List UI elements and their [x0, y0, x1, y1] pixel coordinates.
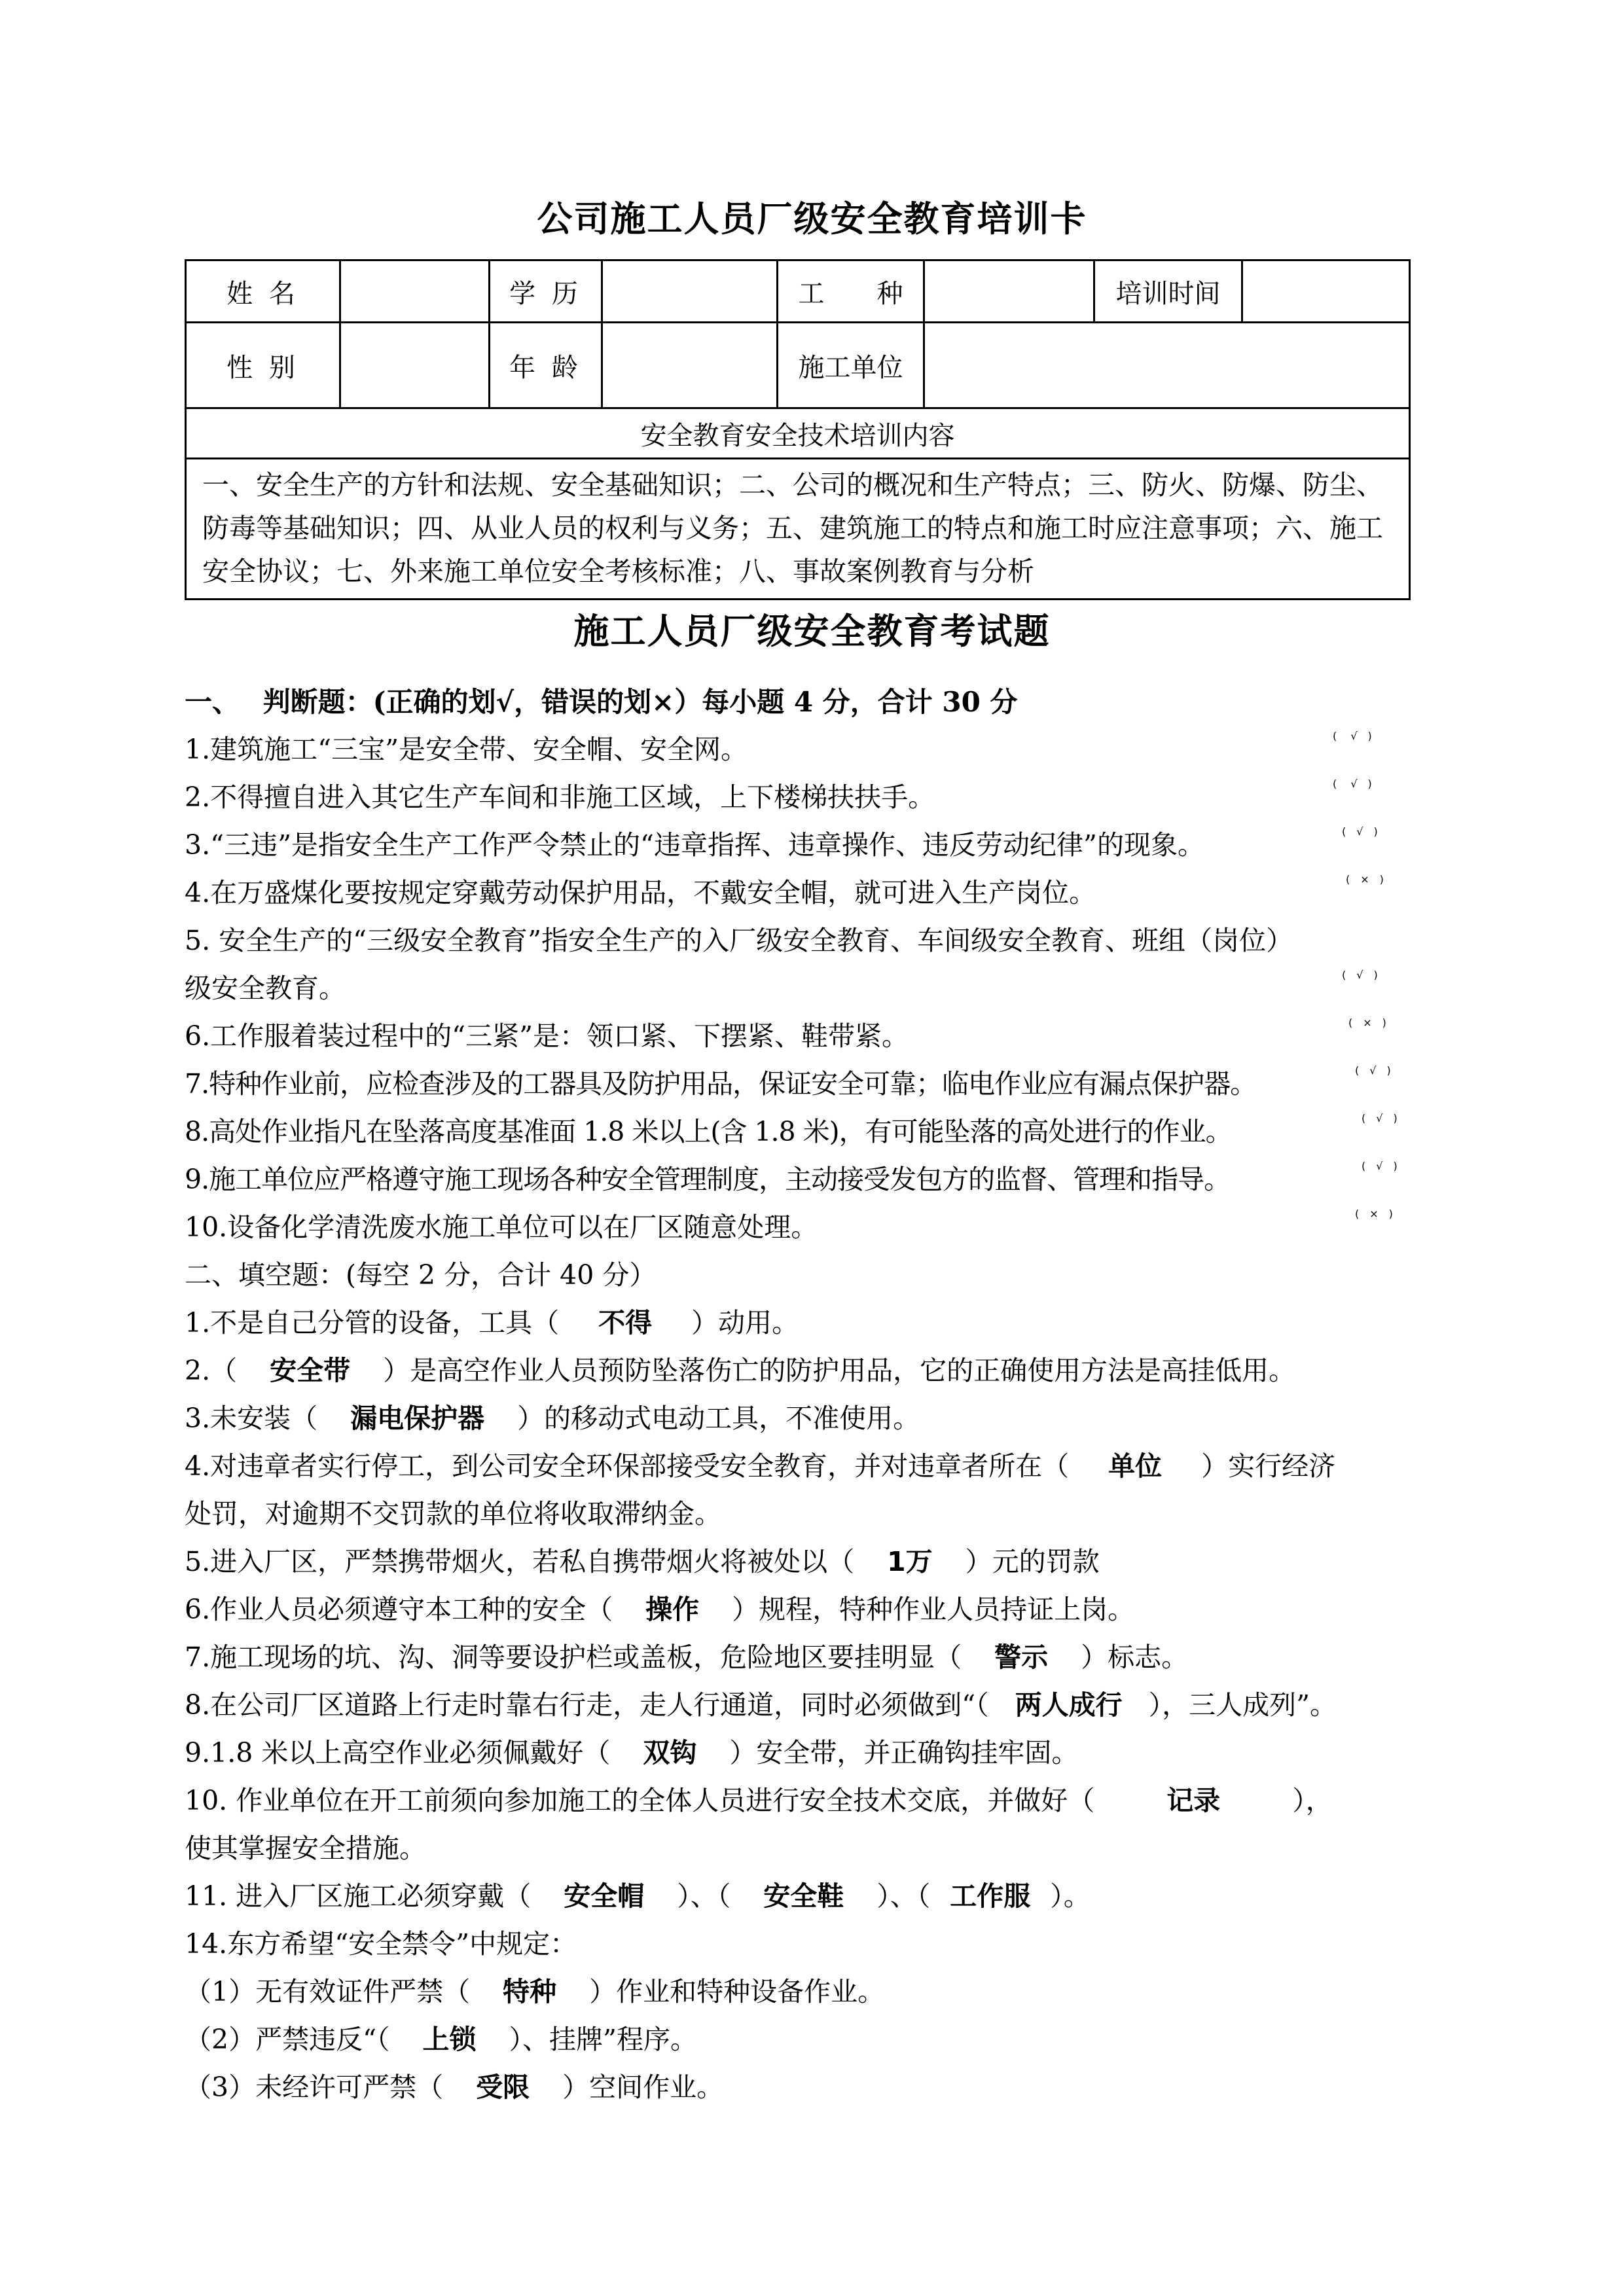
unit-label: 施工单位 [778, 323, 924, 408]
judge-item-4: 4.在万盛煤化要按规定穿戴劳动保护用品，不戴安全帽，就可进入生产岗位。 [185, 877, 1096, 908]
name-field[interactable] [340, 260, 490, 323]
fill-q9-prefix: 9.1.8 米以上高空作业必须佩戴好（ [185, 1737, 611, 1768]
judge-mark-2: ( √ ) [1333, 778, 1372, 790]
judge-item-5-cont: 级安全教育。 [185, 973, 346, 1004]
judge-item-1: 1.建筑施工“三宝”是安全带、安全帽、安全网。 [185, 734, 748, 765]
fill-q3-answer[interactable]: 漏电保护器 [350, 1403, 485, 1434]
fill-q5-prefix: 5.进入厂区，严禁携带烟火，若私自携带烟火将被处以（ [185, 1546, 855, 1577]
fill-q9-answer[interactable]: 双钩 [643, 1737, 697, 1768]
judge-mark-7: ( √ ) [1355, 1064, 1391, 1077]
judge-mark-8: ( √ ) [1362, 1112, 1398, 1124]
judge-item-5: 5. 安全生产的“三级安全教育”指安全生产的入厂级安全教育、车间级安全教育、班组（岗位） [185, 925, 1293, 956]
gender-field[interactable] [340, 323, 490, 408]
fill-q7 [185, 1636, 1188, 1674]
age-label: 年 龄 [490, 323, 602, 408]
fill-q14-2 [185, 2018, 697, 2056]
judge-item-3: 3.“三违”是指安全生产工作严令禁止的“违章指挥、违章操作、违反劳动纪律”的现象。 [185, 829, 1204, 861]
training-time-label: 培训时间 [1094, 260, 1242, 323]
fill-q14-2-prefix: （2）严禁违反“（ [185, 2024, 390, 2055]
fill-q14-1-suffix: ）作业和特种设备作业。 [589, 1976, 885, 2007]
fill-q4-suffix: ）实行经济 [1201, 1450, 1336, 1482]
fill-q14-3 [185, 2066, 723, 2104]
fill-q4-cont: 处罚，对逾期不交罚款的单位将收取滞纳金。 [185, 1498, 721, 1530]
fill-q6-answer[interactable]: 操作 [645, 1594, 700, 1625]
fill-q11 [185, 1874, 1091, 1913]
judge-mark-6: ( × ) [1348, 1016, 1386, 1029]
fill-q4 [185, 1444, 1335, 1483]
judge-mark-4: ( × ) [1346, 873, 1384, 886]
fill-q8-suffix: ），三人成列”。 [1148, 1689, 1337, 1721]
fill-q2 [185, 1349, 1295, 1388]
fill-q14-3-answer[interactable]: 受限 [476, 2072, 530, 2103]
age-field[interactable] [602, 323, 778, 408]
fill-q14-1-answer[interactable]: 特种 [503, 1976, 557, 2007]
education-field[interactable] [602, 260, 778, 323]
fill-q1-suffix: ）动用。 [691, 1307, 799, 1338]
unit-field[interactable] [924, 323, 1410, 408]
training-card-table [185, 259, 1411, 600]
fill-q8 [185, 1683, 1337, 1722]
section1-heading: 一、 判断题：(正确的划√，错误的划×）每小题 4 分，合计 30 分 [185, 686, 1018, 718]
fill-q5 [185, 1540, 1100, 1579]
judge-item-2: 2.不得擅自进入其它生产车间和非施工区域，上下楼梯扶扶手。 [185, 781, 935, 813]
card-title: 公司施工人员厂级安全教育培训卡 [537, 198, 1087, 240]
content-header: 安全教育安全技术培训内容 [186, 408, 1410, 459]
fill-q11-answer-3[interactable]: 工作服 [950, 1880, 1031, 1912]
fill-q2-answer[interactable]: 安全带 [270, 1355, 351, 1386]
fill-q7-prefix: 7.施工现场的坑、沟、洞等要设护栏或盖板，危险地区要挂明显（ [185, 1641, 962, 1673]
fill-q7-answer[interactable]: 警示 [994, 1641, 1049, 1673]
fill-q1-answer[interactable]: 不得 [598, 1307, 653, 1338]
judge-mark-5: ( √ ) [1342, 969, 1378, 981]
judge-mark-9: ( √ ) [1362, 1160, 1398, 1172]
fill-q7-suffix: ）标志。 [1081, 1641, 1189, 1673]
content-text: 一、安全生产的方针和法规、安全基础知识；二、公司的概况和生产特点；三、防火、防爆、防尘、防毒等基础知识；四、从业人员的权利与义务；五、建筑施工的特点和施工时应注意事项；六、施工安全协议；七、外来施工单位安全考核标准；八、事故案例教育与分析 [186, 459, 1410, 600]
trade-field[interactable] [924, 260, 1094, 323]
fill-q2-suffix: ）是高空作业人员预防坠落伤亡的防护用品，它的正确使用方法是高挂低用。 [383, 1355, 1296, 1386]
judge-item-9: 9.施工单位应严格遵守施工现场各种安全管理制度，主动接受发包方的监督、管理和指导。 [185, 1164, 1231, 1195]
fill-q6-suffix: ）规程，特种作业人员持证上岗。 [732, 1594, 1135, 1625]
fill-q1-prefix: 1.不是自己分管的设备，工具（ [185, 1307, 560, 1338]
fill-q5-answer[interactable]: 1万 [887, 1546, 933, 1577]
fill-q3-prefix: 3.未安装（ [185, 1403, 318, 1434]
fill-q6-prefix: 6.作业人员必须遵守本工种的安全（ [185, 1594, 613, 1625]
exam-title: 施工人员厂级安全教育考试题 [573, 610, 1051, 652]
fill-q3 [185, 1397, 920, 1435]
fill-q10 [185, 1779, 1333, 1818]
fill-q9 [185, 1731, 1078, 1770]
fill-q11-answer-1[interactable]: 安全帽 [564, 1880, 645, 1912]
education-label: 学 历 [490, 260, 602, 323]
fill-q11-suffix: ）。 [1050, 1880, 1091, 1912]
fill-q9-suffix: ）安全带，并正确钩挂牢固。 [729, 1737, 1079, 1768]
judge-item-6: 6.工作服着装过程中的“三紧”是：领口紧、下摆紧、鞋带紧。 [185, 1020, 909, 1052]
fill-q14: 14.东方希望“安全禁令”中规定： [185, 1928, 577, 1960]
fill-q14-2-answer[interactable]: 上锁 [422, 2024, 477, 2055]
fill-q3-suffix: ）的移动式电动工具，不准使用。 [517, 1403, 920, 1434]
fill-q5-suffix: ）元的罚款 [965, 1546, 1100, 1577]
fill-q1 [185, 1301, 799, 1340]
fill-q11-mid-1: ）、（ [677, 1880, 731, 1912]
judge-item-10: 10.设备化学清洗废水施工单位可以在厂区随意处理。 [185, 1211, 818, 1243]
fill-q14-3-prefix: （3）未经许可严禁（ [185, 2072, 444, 2103]
fill-q2-prefix: 2.（ [185, 1355, 238, 1386]
fill-q6 [185, 1588, 1134, 1626]
judge-item-7: 7.特种作业前，应检查涉及的工器具及防护用品，保证安全可靠；临电作业应有漏点保护器。 [185, 1068, 1257, 1100]
fill-q14-2-suffix: ）、挂牌”程序。 [509, 2024, 698, 2055]
fill-q10-cont: 使其掌握安全措施。 [185, 1833, 426, 1864]
judge-mark-3: ( √ ) [1342, 825, 1378, 838]
fill-q14-3-suffix: ）空间作业。 [562, 2072, 724, 2103]
trade-label: 工 种 [778, 260, 924, 323]
fill-q8-prefix: 8.在公司厂区道路上行走时靠右行走，走人行通道，同时必须做到“（ [185, 1689, 989, 1721]
fill-q10-suffix: ）， [1292, 1785, 1333, 1816]
fill-q11-answer-2[interactable]: 安全鞋 [763, 1880, 844, 1912]
fill-q10-prefix: 10. 作业单位在开工前须向参加施工的全体人员进行安全技术交底，并做好（ [185, 1785, 1095, 1816]
fill-q11-mid-2: ）、（ [876, 1880, 931, 1912]
fill-q8-answer[interactable]: 两人成行 [1015, 1689, 1123, 1721]
judge-mark-10: ( × ) [1355, 1208, 1393, 1220]
judge-mark-1b: ( √ ) [1333, 730, 1372, 742]
gender-label: 性 别 [186, 323, 340, 408]
fill-q4-answer[interactable]: 单位 [1108, 1450, 1163, 1482]
training-time-field[interactable] [1242, 260, 1410, 323]
fill-q14-1-prefix: （1）无有效证件严禁（ [185, 1976, 471, 2007]
fill-q4-prefix: 4.对违章者实行停工，到公司安全环保部接受安全教育，并对违章者所在（ [185, 1450, 1070, 1482]
judge-item-8: 8.高处作业指凡在坠落高度基准面 1.8 米以上(含 1.8 米)，有可能坠落的高处进行的作业。 [185, 1116, 1232, 1147]
fill-q10-answer[interactable]: 记录 [1166, 1785, 1221, 1816]
fill-q11-prefix: 11. 进入厂区施工必须穿戴（ [185, 1880, 532, 1912]
section2-heading: 二、填空题：(每空 2 分，合计 40 分） [185, 1259, 657, 1291]
name-label: 姓 名 [186, 260, 340, 323]
fill-q14-1 [185, 1970, 884, 2009]
